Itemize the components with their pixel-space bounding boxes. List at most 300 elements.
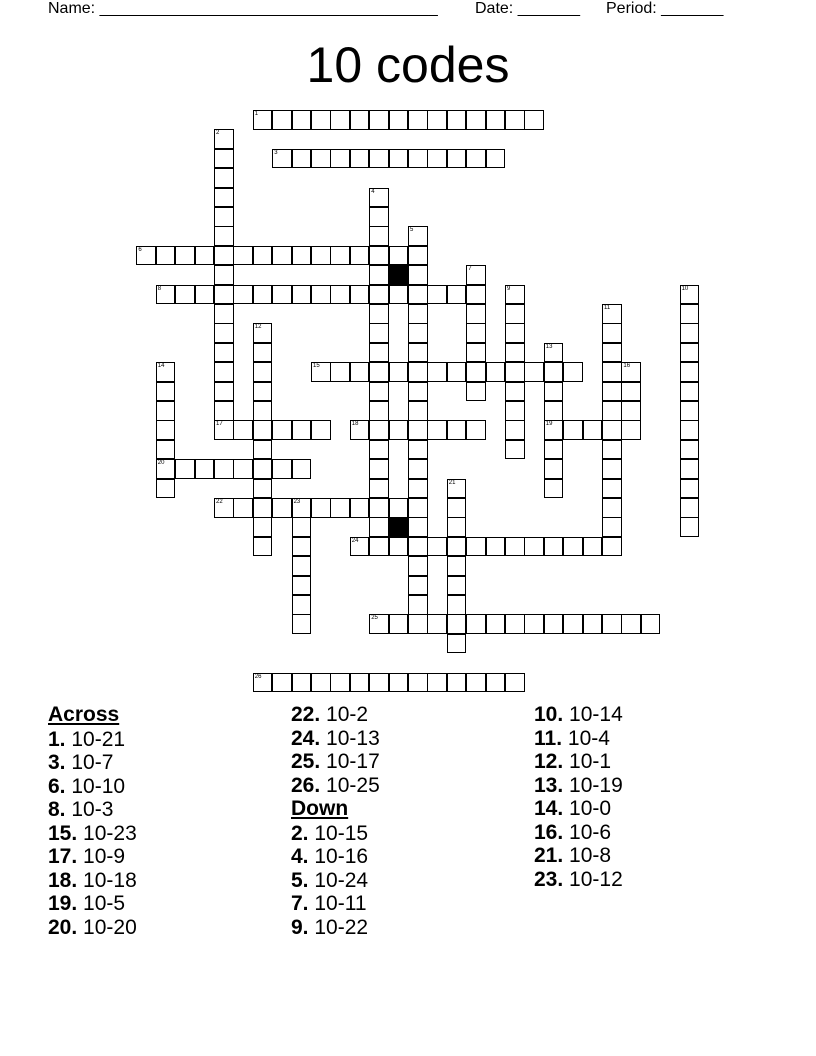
grid-cell[interactable] bbox=[369, 362, 389, 382]
grid-cell[interactable] bbox=[602, 517, 622, 537]
grid-cell[interactable] bbox=[486, 537, 506, 557]
grid-cell[interactable] bbox=[505, 362, 525, 382]
grid-cell[interactable] bbox=[466, 382, 486, 402]
date-field[interactable]: Date: _______ bbox=[475, 0, 580, 17]
grid-cell[interactable] bbox=[330, 362, 350, 382]
grid-cell[interactable] bbox=[602, 440, 622, 460]
grid-cell[interactable] bbox=[156, 420, 176, 440]
grid-cell[interactable] bbox=[466, 420, 486, 440]
grid-cell[interactable] bbox=[466, 362, 486, 382]
grid-cell[interactable] bbox=[447, 479, 467, 499]
grid-cell[interactable] bbox=[524, 362, 544, 382]
grid-cell[interactable] bbox=[505, 323, 525, 343]
grid-cell[interactable] bbox=[311, 285, 331, 305]
grid-cell[interactable] bbox=[156, 479, 176, 499]
grid-cell[interactable] bbox=[505, 440, 525, 460]
clue-down-21: 21. 10-8 bbox=[534, 844, 612, 867]
grid-cell[interactable] bbox=[563, 537, 583, 557]
clue-number: 18 bbox=[351, 421, 359, 428]
grid-cell[interactable] bbox=[447, 673, 467, 693]
grid-cell[interactable] bbox=[466, 323, 486, 343]
grid-cell[interactable] bbox=[466, 110, 486, 130]
grid-cell[interactable] bbox=[544, 614, 564, 634]
grid-cell[interactable] bbox=[466, 343, 486, 363]
clue-across-24: 24. 10-13 bbox=[291, 726, 380, 750]
grid-cell[interactable] bbox=[524, 537, 544, 557]
grid-cell[interactable] bbox=[621, 362, 641, 382]
grid-cell[interactable] bbox=[253, 498, 273, 518]
grid-cell[interactable] bbox=[253, 285, 273, 305]
grid-cell[interactable] bbox=[602, 459, 622, 479]
grid-cell[interactable] bbox=[544, 362, 564, 382]
grid-cell[interactable] bbox=[621, 401, 641, 421]
grid-cell[interactable] bbox=[253, 362, 273, 382]
grid-cell[interactable] bbox=[408, 362, 428, 382]
grid-cell[interactable] bbox=[583, 537, 603, 557]
grid-cell[interactable] bbox=[369, 382, 389, 402]
grid-cell[interactable] bbox=[408, 420, 428, 440]
clue-across-3: 3. 10-7 bbox=[48, 751, 114, 774]
grid-cell[interactable] bbox=[486, 614, 506, 634]
grid-cell[interactable] bbox=[272, 459, 292, 479]
grid-cell[interactable] bbox=[292, 110, 312, 130]
grid-cell[interactable] bbox=[311, 246, 331, 266]
grid-cell[interactable] bbox=[253, 459, 273, 479]
grid-cell[interactable] bbox=[233, 459, 253, 479]
grid-cell[interactable] bbox=[369, 207, 389, 227]
grid-cell[interactable] bbox=[408, 498, 428, 518]
grid-cell[interactable] bbox=[272, 420, 292, 440]
grid-cell[interactable] bbox=[369, 440, 389, 460]
grid-cell[interactable] bbox=[466, 304, 486, 324]
grid-cell[interactable] bbox=[350, 362, 370, 382]
grid-cell[interactable] bbox=[292, 537, 312, 557]
grid-cell[interactable] bbox=[602, 323, 622, 343]
grid-cell[interactable] bbox=[350, 110, 370, 130]
grid-cell[interactable] bbox=[253, 382, 273, 402]
grid-cell[interactable] bbox=[292, 595, 312, 615]
grid-cell[interactable] bbox=[292, 459, 312, 479]
grid-cell[interactable] bbox=[466, 265, 486, 285]
grid-cell[interactable] bbox=[602, 401, 622, 421]
grid-cell[interactable] bbox=[680, 382, 700, 402]
grid-cell[interactable] bbox=[369, 420, 389, 440]
grid-cell[interactable] bbox=[408, 382, 428, 402]
grid-cell[interactable] bbox=[389, 246, 409, 266]
clue-across-22: 22. 10-2 bbox=[291, 703, 369, 726]
down-heading: Down bbox=[291, 797, 349, 820]
clue-down-9: 9. 10-22 bbox=[291, 915, 369, 939]
grid-cell[interactable] bbox=[408, 285, 428, 305]
grid-cell[interactable] bbox=[330, 246, 350, 266]
clue-number: 17 bbox=[216, 421, 223, 428]
grid-cell[interactable] bbox=[311, 362, 331, 382]
grid-cell[interactable] bbox=[175, 459, 195, 479]
grid-cell[interactable] bbox=[389, 614, 409, 634]
grid-cell[interactable] bbox=[408, 479, 428, 499]
clue-across-15: 15. 10-23 bbox=[48, 821, 137, 845]
clue-number: 1 bbox=[254, 111, 259, 117]
grid-cell[interactable] bbox=[680, 323, 700, 343]
grid-cell[interactable] bbox=[408, 323, 428, 343]
grid-cell[interactable] bbox=[447, 556, 467, 576]
grid-cell[interactable] bbox=[602, 479, 622, 499]
grid-cell[interactable] bbox=[408, 246, 428, 266]
grid-cell[interactable] bbox=[214, 129, 234, 149]
grid-cell[interactable] bbox=[350, 498, 370, 518]
grid-cell[interactable] bbox=[408, 614, 428, 634]
grid-cell[interactable] bbox=[563, 614, 583, 634]
grid-cell[interactable] bbox=[292, 576, 312, 596]
grid-cell[interactable] bbox=[544, 401, 564, 421]
grid-cell[interactable] bbox=[505, 537, 525, 557]
grid-cell[interactable] bbox=[447, 362, 467, 382]
clue-down-10: 10. 10-14 bbox=[534, 703, 623, 726]
grid-cell[interactable] bbox=[447, 517, 467, 537]
grid-cell[interactable] bbox=[369, 226, 389, 246]
grid-cell[interactable] bbox=[369, 149, 389, 169]
grid-cell[interactable] bbox=[214, 343, 234, 363]
grid-cell[interactable] bbox=[350, 420, 370, 440]
grid-cell[interactable] bbox=[214, 323, 234, 343]
grid-cell[interactable] bbox=[505, 285, 525, 305]
grid-cell[interactable] bbox=[544, 420, 564, 440]
grid-cell[interactable] bbox=[544, 479, 564, 499]
grid-cell[interactable] bbox=[427, 420, 447, 440]
grid-cell[interactable] bbox=[602, 343, 622, 363]
grid-cell[interactable] bbox=[350, 537, 370, 557]
grid-cell[interactable] bbox=[505, 614, 525, 634]
grid-cell[interactable] bbox=[427, 537, 447, 557]
grid-cell[interactable] bbox=[544, 537, 564, 557]
grid-cell[interactable] bbox=[389, 149, 409, 169]
grid-cell[interactable] bbox=[621, 420, 641, 440]
grid-cell[interactable] bbox=[466, 614, 486, 634]
clue-down-5: 5. 10-24 bbox=[291, 868, 369, 892]
grid-cell[interactable] bbox=[350, 673, 370, 693]
grid-cell[interactable] bbox=[253, 401, 273, 421]
grid-cell[interactable] bbox=[447, 576, 467, 596]
grid-cell[interactable] bbox=[408, 556, 428, 576]
grid-cell[interactable] bbox=[369, 479, 389, 499]
grid-cell[interactable] bbox=[680, 285, 700, 305]
clue-down-7: 7. 10-11 bbox=[291, 892, 367, 915]
grid-cell[interactable] bbox=[447, 595, 467, 615]
grid-cell[interactable] bbox=[408, 517, 428, 537]
grid-cell[interactable] bbox=[311, 110, 331, 130]
grid-cell[interactable] bbox=[214, 246, 234, 266]
grid-cell[interactable] bbox=[389, 673, 409, 693]
grid-cell[interactable] bbox=[466, 537, 486, 557]
grid-cell[interactable] bbox=[195, 285, 215, 305]
grid-cell[interactable] bbox=[505, 401, 525, 421]
grid-cell[interactable] bbox=[233, 246, 253, 266]
grid-cell[interactable] bbox=[195, 246, 215, 266]
grid-cell[interactable] bbox=[641, 614, 661, 634]
clue-across-8: 8. 10-3 bbox=[48, 798, 114, 821]
grid-cell[interactable] bbox=[311, 149, 331, 169]
grid-cell[interactable] bbox=[369, 459, 389, 479]
grid-cell[interactable] bbox=[389, 362, 409, 382]
grid-cell[interactable] bbox=[214, 265, 234, 285]
grid-cell[interactable] bbox=[680, 459, 700, 479]
grid-cell[interactable] bbox=[214, 362, 234, 382]
grid-cell[interactable] bbox=[505, 420, 525, 440]
grid-cell[interactable] bbox=[427, 673, 447, 693]
grid-cell[interactable] bbox=[253, 420, 273, 440]
grid-cell[interactable] bbox=[272, 149, 292, 169]
grid-cell[interactable] bbox=[447, 285, 467, 305]
grid-cell[interactable] bbox=[486, 110, 506, 130]
grid-cell[interactable] bbox=[272, 285, 292, 305]
grid-cell[interactable] bbox=[505, 343, 525, 363]
grid-cell[interactable] bbox=[447, 110, 467, 130]
puzzle-title: 10 codes bbox=[306, 37, 510, 93]
grid-cell[interactable] bbox=[292, 498, 312, 518]
grid-cell[interactable] bbox=[680, 479, 700, 499]
grid-cell[interactable] bbox=[447, 537, 467, 557]
grid-cell[interactable] bbox=[680, 420, 700, 440]
period-field[interactable]: Period: _______ bbox=[606, 0, 724, 17]
grid-cell[interactable] bbox=[330, 285, 350, 305]
grid-cell[interactable] bbox=[389, 537, 409, 557]
clue-number: 19 bbox=[545, 421, 553, 428]
grid-cell[interactable] bbox=[292, 420, 312, 440]
grid-cell[interactable] bbox=[175, 246, 195, 266]
grid-cell[interactable] bbox=[214, 226, 234, 246]
grid-cell[interactable] bbox=[583, 614, 603, 634]
grid-cell[interactable] bbox=[427, 149, 447, 169]
grid-cell[interactable] bbox=[214, 382, 234, 402]
grid-cell[interactable] bbox=[369, 246, 389, 266]
grid-cell[interactable] bbox=[292, 556, 312, 576]
clue-number: 15 bbox=[313, 363, 320, 370]
grid-cell[interactable] bbox=[156, 246, 176, 266]
grid-cell[interactable] bbox=[486, 149, 506, 169]
grid-cell[interactable] bbox=[408, 265, 428, 285]
clue-down-16: 16. 10-6 bbox=[534, 820, 612, 844]
grid-cell[interactable] bbox=[680, 362, 700, 382]
grid-cell[interactable] bbox=[233, 285, 253, 305]
grid-cell[interactable] bbox=[292, 285, 312, 305]
grid-cell[interactable] bbox=[272, 498, 292, 518]
grid-cell[interactable] bbox=[466, 149, 486, 169]
clue-across-6: 6. 10-10 bbox=[48, 774, 126, 798]
grid-cell[interactable] bbox=[214, 149, 234, 169]
grid-cell[interactable] bbox=[408, 304, 428, 324]
grid-cell[interactable] bbox=[389, 110, 409, 130]
clue-down-4: 4. 10-16 bbox=[291, 845, 369, 868]
grid-cell[interactable] bbox=[486, 673, 506, 693]
grid-cell[interactable] bbox=[214, 401, 234, 421]
grid-cell[interactable] bbox=[427, 110, 447, 130]
grid-cell[interactable] bbox=[369, 537, 389, 557]
grid-cell[interactable] bbox=[253, 110, 273, 130]
grid-cell[interactable] bbox=[369, 673, 389, 693]
grid-cell[interactable] bbox=[408, 226, 428, 246]
grid-cell[interactable] bbox=[253, 323, 273, 343]
grid-cell[interactable] bbox=[253, 517, 273, 537]
grid-cell[interactable] bbox=[175, 285, 195, 305]
grid-cell[interactable] bbox=[369, 265, 389, 285]
grid-cell[interactable] bbox=[253, 440, 273, 460]
grid-cell[interactable] bbox=[292, 673, 312, 693]
grid-cell[interactable] bbox=[214, 188, 234, 208]
grid-cell[interactable] bbox=[214, 304, 234, 324]
grid-cell[interactable] bbox=[563, 420, 583, 440]
grid-cell[interactable] bbox=[602, 537, 622, 557]
grid-cell[interactable] bbox=[680, 440, 700, 460]
grid-cell[interactable] bbox=[408, 401, 428, 421]
grid-cell[interactable] bbox=[350, 246, 370, 266]
grid-cell[interactable] bbox=[680, 304, 700, 324]
grid-cell[interactable] bbox=[156, 362, 176, 382]
grid-cell[interactable] bbox=[214, 207, 234, 227]
grid-cell[interactable] bbox=[486, 362, 506, 382]
grid-cell[interactable] bbox=[389, 285, 409, 305]
grid-cell[interactable] bbox=[447, 634, 467, 654]
grid-cell[interactable] bbox=[447, 498, 467, 518]
grid-cell[interactable] bbox=[369, 285, 389, 305]
grid-cell[interactable] bbox=[544, 382, 564, 402]
grid-cell[interactable] bbox=[156, 440, 176, 460]
clue-across-17: 17. 10-9 bbox=[48, 845, 126, 868]
grid-cell[interactable] bbox=[602, 304, 622, 324]
clue-down-23: 23. 10-12 bbox=[534, 867, 623, 891]
grid-cell[interactable] bbox=[621, 382, 641, 402]
grid-cell[interactable] bbox=[602, 362, 622, 382]
grid-cell[interactable] bbox=[350, 285, 370, 305]
grid-cell[interactable] bbox=[156, 459, 176, 479]
grid-cell[interactable] bbox=[408, 537, 428, 557]
grid-cell[interactable] bbox=[156, 285, 176, 305]
grid-cell[interactable] bbox=[369, 304, 389, 324]
grid-cell[interactable] bbox=[621, 614, 641, 634]
grid-cell[interactable] bbox=[214, 420, 234, 440]
grid-cell[interactable] bbox=[214, 498, 234, 518]
grid-cell[interactable] bbox=[583, 420, 603, 440]
grid-cell[interactable] bbox=[369, 401, 389, 421]
clue-number: 25 bbox=[371, 615, 378, 622]
grid-cell[interactable] bbox=[505, 110, 525, 130]
grid-cell[interactable] bbox=[253, 673, 273, 693]
grid-cell[interactable] bbox=[369, 110, 389, 130]
grid-cell[interactable] bbox=[156, 382, 176, 402]
grid-cell[interactable] bbox=[524, 110, 544, 130]
grid-cell[interactable] bbox=[292, 517, 312, 537]
grid-cell[interactable] bbox=[272, 110, 292, 130]
grid-cell[interactable] bbox=[447, 149, 467, 169]
grid-cell[interactable] bbox=[563, 362, 583, 382]
grid-cell[interactable] bbox=[330, 673, 350, 693]
clue-number: 3 bbox=[274, 149, 278, 156]
grid-cell[interactable] bbox=[544, 343, 564, 363]
grid-cell[interactable] bbox=[427, 285, 447, 305]
grid-cell[interactable] bbox=[466, 673, 486, 693]
clue-number: 26 bbox=[254, 673, 262, 680]
grid-cell[interactable] bbox=[408, 343, 428, 363]
grid-cell[interactable] bbox=[311, 498, 331, 518]
grid-cell[interactable] bbox=[214, 285, 234, 305]
grid-cell[interactable] bbox=[272, 246, 292, 266]
grid-cell[interactable] bbox=[214, 459, 234, 479]
grid-cell[interactable] bbox=[136, 246, 156, 266]
grid-cell[interactable] bbox=[311, 673, 331, 693]
grid-cell[interactable] bbox=[408, 440, 428, 460]
clue-number: 4 bbox=[371, 188, 375, 195]
grid-cell[interactable] bbox=[369, 323, 389, 343]
grid-cell[interactable] bbox=[253, 479, 273, 499]
grid-cell[interactable] bbox=[680, 401, 700, 421]
grid-cell[interactable] bbox=[292, 614, 312, 634]
grid-cell[interactable] bbox=[233, 420, 253, 440]
grid-cell[interactable] bbox=[505, 673, 525, 693]
grid-cell[interactable] bbox=[389, 498, 409, 518]
grid-cell[interactable] bbox=[408, 110, 428, 130]
grid-cell[interactable] bbox=[253, 246, 273, 266]
grid-cell[interactable] bbox=[389, 420, 409, 440]
grid-cell[interactable] bbox=[680, 517, 700, 537]
clue-number: 21 bbox=[448, 479, 456, 486]
grid-cell[interactable] bbox=[369, 614, 389, 634]
clue-number: 11 bbox=[604, 305, 611, 311]
grid-cell[interactable] bbox=[408, 595, 428, 615]
grid-cell[interactable] bbox=[330, 149, 350, 169]
grid-cell[interactable] bbox=[369, 343, 389, 363]
grid-cell[interactable] bbox=[505, 382, 525, 402]
grid-cell[interactable] bbox=[466, 285, 486, 305]
grid-cell[interactable] bbox=[156, 401, 176, 421]
grid-cell[interactable] bbox=[350, 149, 370, 169]
clue-down-11: 11. 10-4 bbox=[534, 726, 610, 750]
grid-cell[interactable] bbox=[408, 459, 428, 479]
grid-cell[interactable] bbox=[544, 459, 564, 479]
grid-cell[interactable] bbox=[427, 362, 447, 382]
grid-cell[interactable] bbox=[524, 614, 544, 634]
grid-cell[interactable] bbox=[253, 537, 273, 557]
grid-cell[interactable] bbox=[330, 498, 350, 518]
grid-cell[interactable] bbox=[311, 420, 331, 440]
grid-cell[interactable] bbox=[369, 498, 389, 518]
grid-cell[interactable] bbox=[369, 188, 389, 208]
grid-cell[interactable] bbox=[292, 149, 312, 169]
grid-cell[interactable] bbox=[505, 304, 525, 324]
grid-cell[interactable] bbox=[253, 343, 273, 363]
grid-cell[interactable] bbox=[195, 459, 215, 479]
grid-cell[interactable] bbox=[680, 498, 700, 518]
clue-across-19: 19. 10-5 bbox=[48, 892, 126, 915]
grid-cell[interactable] bbox=[602, 382, 622, 402]
grid-cell[interactable] bbox=[369, 517, 389, 537]
name-field[interactable]: Name: ______________________________________ bbox=[48, 0, 438, 17]
grid-cell[interactable] bbox=[233, 498, 253, 518]
grid-cell[interactable] bbox=[427, 614, 447, 634]
grid-cell[interactable] bbox=[602, 614, 622, 634]
grid-cell[interactable] bbox=[602, 498, 622, 518]
grid-cell[interactable] bbox=[272, 673, 292, 693]
grid-cell[interactable] bbox=[408, 149, 428, 169]
grid-cell[interactable] bbox=[602, 420, 622, 440]
grid-cell[interactable] bbox=[447, 614, 467, 634]
grid-cell[interactable] bbox=[408, 576, 428, 596]
grid-cell[interactable] bbox=[680, 343, 700, 363]
grid-cell[interactable] bbox=[214, 168, 234, 188]
grid-cell[interactable] bbox=[447, 420, 467, 440]
grid-cell[interactable] bbox=[544, 440, 564, 460]
grid-cell[interactable] bbox=[408, 673, 428, 693]
grid-cell[interactable] bbox=[330, 110, 350, 130]
grid-cell[interactable] bbox=[292, 246, 312, 266]
